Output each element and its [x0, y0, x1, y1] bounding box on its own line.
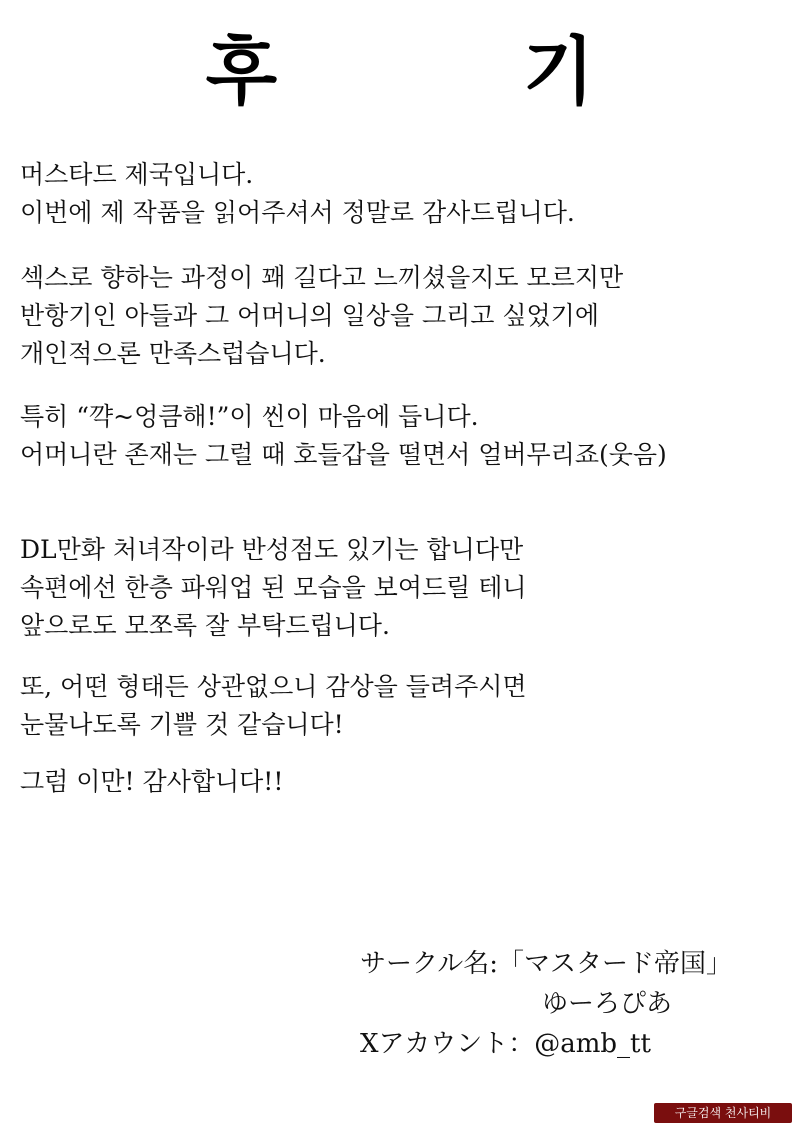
afterword-body: [20, 156, 780, 232]
text-line: 어머니란 존재는 그럴 때 호들갑을 떨면서 얼버무리죠(웃음): [20, 440, 667, 469]
page-title: 후 기: [205, 29, 705, 115]
text-line: 또, 어떤 형태든 상관없으니 감상을 들려주시면: [20, 672, 527, 701]
afterword-body: [20, 763, 780, 801]
afterword-body: [20, 259, 780, 373]
text-line: 개인적으론 만족스럽습니다.: [20, 339, 326, 368]
watermark-badge: 구글검색 천사티비: [654, 1103, 792, 1123]
text-line: DL만화 처녀작이라 반성점도 있기는 합니다만: [20, 535, 524, 564]
text-line: 속편에선 한층 파워업 된 모습을 보여드릴 테니: [20, 573, 527, 602]
text-line: 머스타드 제국입니다.: [20, 160, 254, 189]
paragraph-favorite-scene: [20, 398, 780, 474]
afterword-body: [20, 398, 780, 474]
afterword-body: [20, 668, 780, 744]
paragraph-sequel: [20, 531, 780, 645]
author-name: ゆーろぴあ: [542, 989, 673, 1019]
text-line: 그럼 이만! 감사합니다!!: [20, 767, 284, 796]
paragraph-closing: [20, 763, 780, 801]
text-line: 눈물나도록 기쁠 것 같습니다!: [20, 710, 344, 739]
text-line: 섹스로 향하는 과정이 꽤 길다고 느끼셨을지도 모르지만: [20, 263, 624, 292]
text-line: 반항기인 아들과 그 어머니의 일상을 그리고 싶었기에: [20, 301, 599, 330]
credits-block: [360, 944, 780, 1064]
paragraph-feedback: [20, 668, 780, 744]
x-account: Xアカウント：@amb_tt: [360, 1029, 651, 1059]
paragraph-intro: [20, 156, 780, 232]
text-line: 특히 “꺅~엉큼해!”이 씬이 마음에 듭니다.: [20, 402, 479, 431]
text-line: 이번에 제 작품을 읽어주셔서 정말로 감사드립니다.: [20, 198, 575, 227]
afterword-body: [20, 531, 780, 645]
text-line: 앞으로도 모쪼록 잘 부탁드립니다.: [20, 611, 390, 640]
paragraph-story: [20, 259, 780, 373]
circle-name: サークル名:「マスタード帝国」: [360, 949, 732, 979]
